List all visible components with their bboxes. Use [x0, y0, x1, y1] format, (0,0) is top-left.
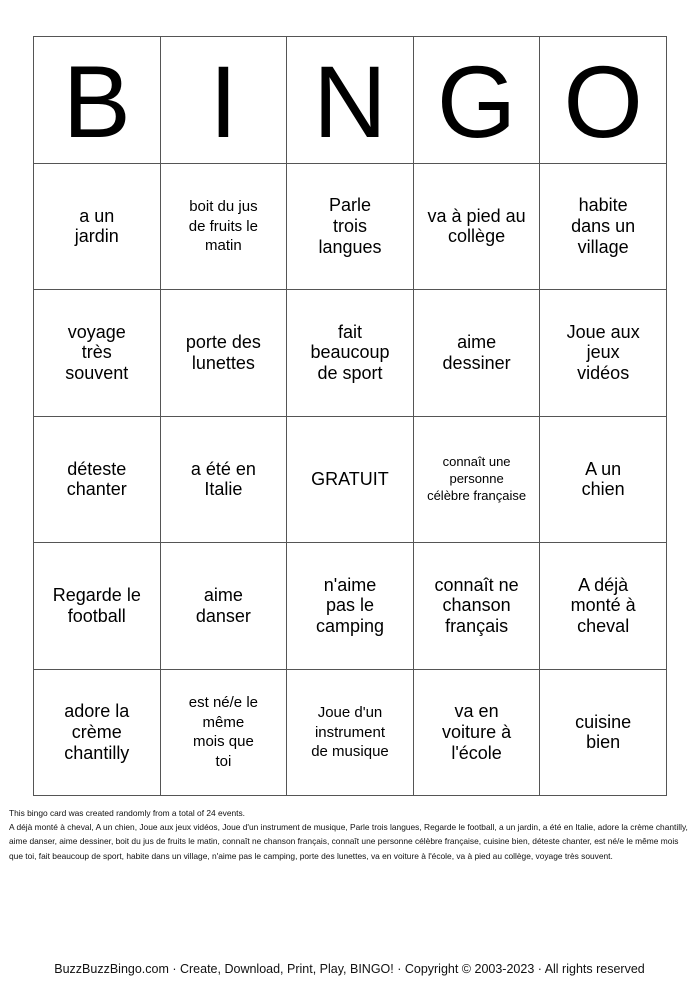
bingo-card	[33, 36, 667, 796]
bingo-cell-text: a été en Italie	[190, 458, 256, 500]
bingo-cell-text: va à pied au collège	[427, 205, 526, 247]
bingo-cell	[413, 669, 540, 796]
bingo-cell	[160, 290, 287, 417]
bingo-cell-text: a un jardin	[74, 205, 119, 247]
site-footer: BuzzBuzzBingo.com · Create, Download, Print, Play, BINGO! · Copyright © 2003-2023 · All rights reserved	[54, 962, 645, 976]
bingo-cell	[160, 669, 287, 796]
bingo-cell-text: habite dans un village	[571, 195, 636, 257]
bingo-cell-text: est né/e le même mois que toi	[188, 694, 258, 770]
bingo-cell	[540, 290, 667, 417]
bingo-cell	[413, 290, 540, 417]
card-info-events: A déjà monté à cheval, A un chien, Joue aux jeux vidéos, Joue d'un instrument de musique, Parle trois langues, Regarde le football, a un jardin, a été en Italie, adore la crème chantilly, aime danser, aime dessiner, boit du jus de fruits le matin, connaît ne chanson français, connaît une personne célèbre française, cuisine bien, déteste chanter, est né/e le même mois que toi, fait beaucoup de sport, habite dans un village, n'aime pas le camping, porte des lunettes, va en voiture à l'école, va à pied au collège, voyage très souvent.	[9, 822, 688, 861]
bingo-cell	[160, 543, 287, 670]
bingo-cell-text: n'aime pas le camping	[315, 574, 384, 637]
header-letter-b: B	[34, 37, 161, 164]
header-letter-i: I	[160, 37, 287, 164]
bingo-cell-text: A un chien	[581, 458, 625, 500]
bingo-cell-text: porte des lunettes	[185, 332, 261, 373]
bingo-cell	[34, 416, 161, 543]
bingo-cell-text: Joue d'un instrument de musique	[311, 704, 389, 760]
bingo-cell	[34, 669, 161, 796]
bingo-cell-text: fait beaucoup de sport	[310, 321, 390, 384]
bingo-row	[34, 290, 667, 417]
bingo-cell	[287, 543, 414, 670]
bingo-cell-text: A déjà monté à cheval	[570, 574, 636, 637]
bingo-row	[34, 416, 667, 543]
bingo-cell	[160, 163, 287, 290]
bingo-cell	[287, 669, 414, 796]
bingo-cell-text: Regarde le football	[52, 585, 141, 626]
bingo-row	[34, 543, 667, 670]
bingo-cell	[287, 416, 414, 543]
bingo-cell	[287, 163, 414, 290]
bingo-cell-text: Parle trois langues	[318, 195, 382, 257]
bingo-cell	[413, 416, 540, 543]
bingo-row	[34, 669, 667, 796]
bingo-cell-text: connaît ne chanson français	[434, 574, 519, 637]
bingo-cell	[540, 543, 667, 670]
bingo-cell-text: GRATUIT	[311, 468, 389, 489]
bingo-cell-text: adore la crème chantilly	[64, 701, 130, 763]
bingo-cell-text: déteste chanter	[66, 458, 127, 500]
bingo-cell	[34, 543, 161, 670]
bingo-cell-text: cuisine bien	[575, 711, 632, 753]
bingo-row	[34, 163, 667, 290]
bingo-cell-text: Joue aux jeux vidéos	[566, 321, 640, 384]
header-row	[34, 37, 667, 164]
bingo-cell-text: aime dessiner	[442, 332, 511, 373]
header-letter-o: O	[540, 37, 667, 164]
bingo-cell-text: va en voiture à l'école	[442, 701, 512, 763]
bingo-cell-text: aime danser	[195, 585, 251, 626]
bingo-cell-text: connaît une personne célèbre française	[427, 453, 527, 503]
card-info-summary: This bingo card was created randomly from a total of 24 events.	[9, 808, 246, 818]
bingo-cell	[540, 669, 667, 796]
bingo-cell	[540, 416, 667, 543]
bingo-cell	[34, 290, 161, 417]
header-letter-n: N	[287, 37, 414, 164]
bingo-cell	[540, 163, 667, 290]
bingo-cell	[160, 416, 287, 543]
bingo-cell	[34, 163, 161, 290]
bingo-cell	[413, 163, 540, 290]
card-info	[9, 806, 693, 863]
bingo-cell	[287, 290, 414, 417]
header-letter-g: G	[413, 37, 540, 164]
bingo-cell-text: voyage très souvent	[65, 321, 129, 384]
bingo-cell-text: boit du jus de fruits le matin	[188, 198, 258, 254]
bingo-cell	[413, 543, 540, 670]
